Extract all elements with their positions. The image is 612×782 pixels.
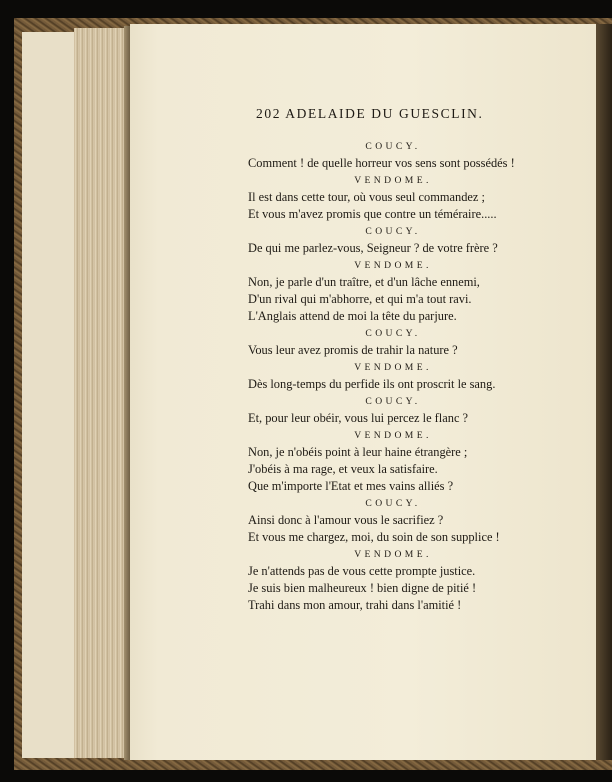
verse-line: Ainsi donc à l'amour vous le sacrifiez ? [248,513,444,527]
speaker-name: VENDOME. [354,430,432,441]
verse-line: Et vous me chargez, moi, du soin de son supplice ! [248,530,500,544]
verse-line: J'obéis à ma rage, et veux la satisfaire. [248,462,438,476]
verse-line: Vous leur avez promis de trahir la nature ? [248,343,458,357]
verse-line: Non, je parle d'un traître, et d'un lâche ennemi, [248,275,480,289]
verse-line: Trahi dans mon amour, trahi dans l'amitié ! [248,598,462,612]
speaker-name: VENDOME. [354,175,432,186]
page-edges [74,28,130,758]
speaker-name: VENDOME. [354,260,432,271]
verse-line: Que m'importe l'Etat et mes vains alliés ? [248,479,454,493]
verse-line: Et vous m'avez promis que contre un téméraire..... [248,207,497,221]
speaker-name: COUCY. [365,498,421,509]
verse-line: Dès long-temps du perfide ils ont proscrit le sang. [248,377,496,391]
verse-line: Et, pour leur obéir, vous lui percez le flanc ? [248,411,469,425]
verse-line: Il est dans cette tour, où vous seul commandez ; [248,190,485,204]
verse-line: Je suis bien malheureux ! bien digne de pitié ! [248,581,477,595]
verse-line: Non, je n'obéis point à leur haine étrangère ; [248,445,468,459]
verse-text [248,138,538,614]
speaker-name: VENDOME. [354,549,432,560]
speaker-name: COUCY. [365,328,421,339]
speaker-name: COUCY. [365,396,421,407]
verse-line: Comment ! de quelle horreur vos sens sont possédés ! [248,156,515,170]
speaker-name: VENDOME. [354,362,432,373]
speaker-name: COUCY. [365,226,421,237]
verse-line: D'un rival qui m'abhorre, et qui m'a tout ravi. [248,292,472,306]
speaker-name: COUCY. [365,141,421,152]
verse-line: Je n'attends pas de vous cette prompte justice. [248,564,476,578]
running-title: ADELAIDE DU GUESCLIN. [285,106,484,121]
verse-line: L'Anglais attend de moi la tête du parjure. [248,309,457,323]
facing-page-edge [596,24,612,760]
verse-line: De qui me parlez-vous, Seigneur ? de votre frère ? [248,241,498,255]
page-number: 202 [256,106,282,121]
running-header [256,106,488,122]
